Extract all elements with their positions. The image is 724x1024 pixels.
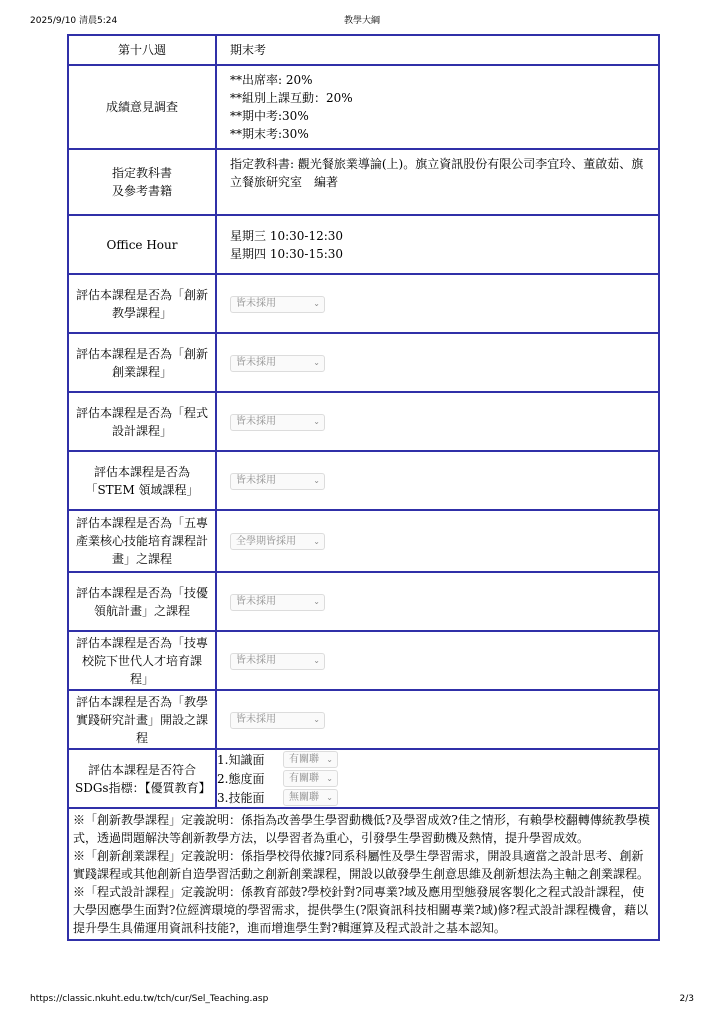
- sdg-item-label: 3.技能面: [217, 790, 265, 805]
- textbook-label: [68, 149, 216, 215]
- grading-line: **期中考:30%: [230, 109, 309, 123]
- sdg-item: [217, 750, 658, 769]
- select-value: 皆未採用: [236, 655, 276, 666]
- assessment-select[interactable]: [230, 355, 325, 372]
- sdgs-row: [68, 749, 659, 808]
- print-url: https://classic.nkuht.edu.tw/tch/cur/Sel_Teaching.asp: [30, 994, 269, 1004]
- select-value: 皆未採用: [236, 475, 276, 486]
- definition-note: ※「創新創業課程」定義說明：係指學校得依據?同系科屬性及學生學習需求，開設具適當之設計思考、創新實踐課程或其他創新自造學習活動之創新創業課程，開設以啟發學生創意思維及創新想法為主軸之創業課程。: [73, 849, 650, 881]
- select-value: 有關聯: [289, 753, 319, 765]
- select-value: 皆未採用: [236, 416, 276, 427]
- assessment-select[interactable]: [230, 414, 325, 431]
- chevron-down-icon: ⌄: [326, 792, 333, 802]
- grading-line: **組別上課互動：20%: [230, 91, 353, 105]
- sdg-select[interactable]: [283, 770, 338, 787]
- chevron-down-icon: ⌄: [313, 417, 320, 426]
- assessment-select[interactable]: [230, 653, 325, 670]
- assessment-label: 評估本課程是否為「教學實踐研究計畫」開設之課程: [68, 690, 216, 749]
- grading-value: [216, 65, 659, 149]
- textbook-label-line: 及參考書籍: [111, 184, 172, 198]
- sdgs-items: [216, 749, 659, 808]
- sdg-select[interactable]: [283, 751, 338, 768]
- office-hour-row: [68, 215, 659, 274]
- select-value: 無關聯: [289, 791, 319, 803]
- chevron-down-icon: ⌄: [313, 536, 320, 546]
- grading-line: **期末考:30%: [230, 127, 309, 141]
- select-value: 皆未採用: [236, 298, 276, 309]
- assessment-label: 評估本課程是否為「技優領航計畫」之課程: [68, 572, 216, 631]
- assessment-row: [68, 333, 659, 392]
- definition-note: ※「程式設計課程」定義說明：係教育部鼓?學校針對?同專業?域及應用型態發展客製化之程式設計課程，使大學因應學生面對?位經濟環境的學習需求，提供學生(?限資訊科技相關專業?域)修?程式設計課程機會，藉以提升學生具備運用資訊科技能?，進而增進學生對?輯運算及程式設計之基本認知。: [73, 885, 649, 935]
- grading-label: 成績意見調查: [68, 65, 216, 149]
- sdg-item: [217, 788, 658, 807]
- assessment-select[interactable]: [230, 473, 325, 490]
- assessment-row: [68, 690, 659, 749]
- assessment-select[interactable]: [230, 712, 325, 729]
- assessment-label: 評估本課程是否為「技專校院下世代人才培育課程」: [68, 631, 216, 690]
- chevron-down-icon: ⌄: [313, 358, 320, 367]
- assessment-select[interactable]: [230, 296, 325, 313]
- textbook-label-line: 指定教科書: [111, 166, 172, 180]
- select-value: 皆未採用: [236, 714, 276, 725]
- select-value: 有關聯: [289, 772, 319, 784]
- sdg-item-label: 1.知識面: [217, 752, 265, 767]
- chevron-down-icon: ⌄: [313, 476, 320, 485]
- notes-row: [68, 808, 659, 940]
- select-value: 皆未採用: [236, 357, 276, 368]
- print-datetime: 2025/9/10 清晨5:24: [30, 16, 118, 26]
- office-hour-value: [216, 215, 659, 274]
- week18-value: 期末考: [216, 35, 659, 65]
- assessment-label: 評估本課程是否為「STEM 領域課程」: [68, 451, 216, 510]
- assessment-select[interactable]: [230, 594, 325, 611]
- assessment-row: [68, 572, 659, 631]
- definition-note: ※「創新教學課程」定義說明：係指為改善學生學習動機低?及學習成效?佳之情形，有賴學校翻轉傳統教學模式，透過問題解決等創新教學方法，以學習者為重心，引發學生學習動機及熱情，提升學習成效。: [73, 813, 650, 845]
- office-hour-line: 星期四 10:30-15:30: [230, 246, 344, 261]
- assessment-row: [68, 392, 659, 451]
- sdg-item: [217, 769, 658, 788]
- print-footer: [0, 992, 724, 1006]
- syllabus-table: [67, 34, 660, 941]
- print-title: 教學大綱: [343, 16, 380, 26]
- sdg-select[interactable]: [283, 789, 338, 806]
- assessment-label: 評估本課程是否為「程式設計課程」: [68, 392, 216, 451]
- sdgs-label: 評估本課程是否符合SDGs指標：【優質教育】: [68, 749, 216, 808]
- chevron-down-icon: ⌄: [313, 715, 320, 724]
- assessment-row: [68, 510, 659, 572]
- assessment-row: [68, 631, 659, 690]
- select-value: 皆未採用: [236, 596, 276, 607]
- assessment-select[interactable]: [230, 533, 325, 550]
- chevron-down-icon: ⌄: [326, 773, 333, 783]
- select-value: 全學期皆採用: [236, 535, 296, 547]
- definition-notes: [68, 808, 659, 940]
- chevron-down-icon: ⌄: [326, 754, 333, 764]
- sdg-item-label: 2.態度面: [217, 771, 265, 786]
- office-hour-label: Office Hour: [68, 215, 216, 274]
- print-page-number: 2/3: [679, 994, 694, 1004]
- office-hour-line: 星期三 10:30-12:30: [230, 228, 344, 243]
- chevron-down-icon: ⌄: [313, 656, 320, 665]
- assessment-row: [68, 274, 659, 333]
- assessment-label: 評估本課程是否為「創新教學課程」: [68, 274, 216, 333]
- print-header: [0, 14, 724, 28]
- week18-label: 第十八週: [68, 35, 216, 65]
- assessment-row: [68, 451, 659, 510]
- grading-line: **出席率: 20%: [230, 73, 313, 87]
- textbook-value: 指定教科書: 觀光餐旅業導論(上)。旗立資訊股份有限公司李宜玲、董啟茹、旗立餐旅研究室 編著: [216, 149, 659, 215]
- chevron-down-icon: ⌄: [313, 299, 320, 308]
- week18-row: [68, 35, 659, 65]
- chevron-down-icon: ⌄: [313, 597, 320, 606]
- assessment-label: 評估本課程是否為「五專產業核心技能培育課程計畫」之課程: [68, 510, 216, 572]
- textbook-row: [68, 149, 659, 215]
- grading-row: [68, 65, 659, 149]
- assessment-label: 評估本課程是否為「創新創業課程」: [68, 333, 216, 392]
